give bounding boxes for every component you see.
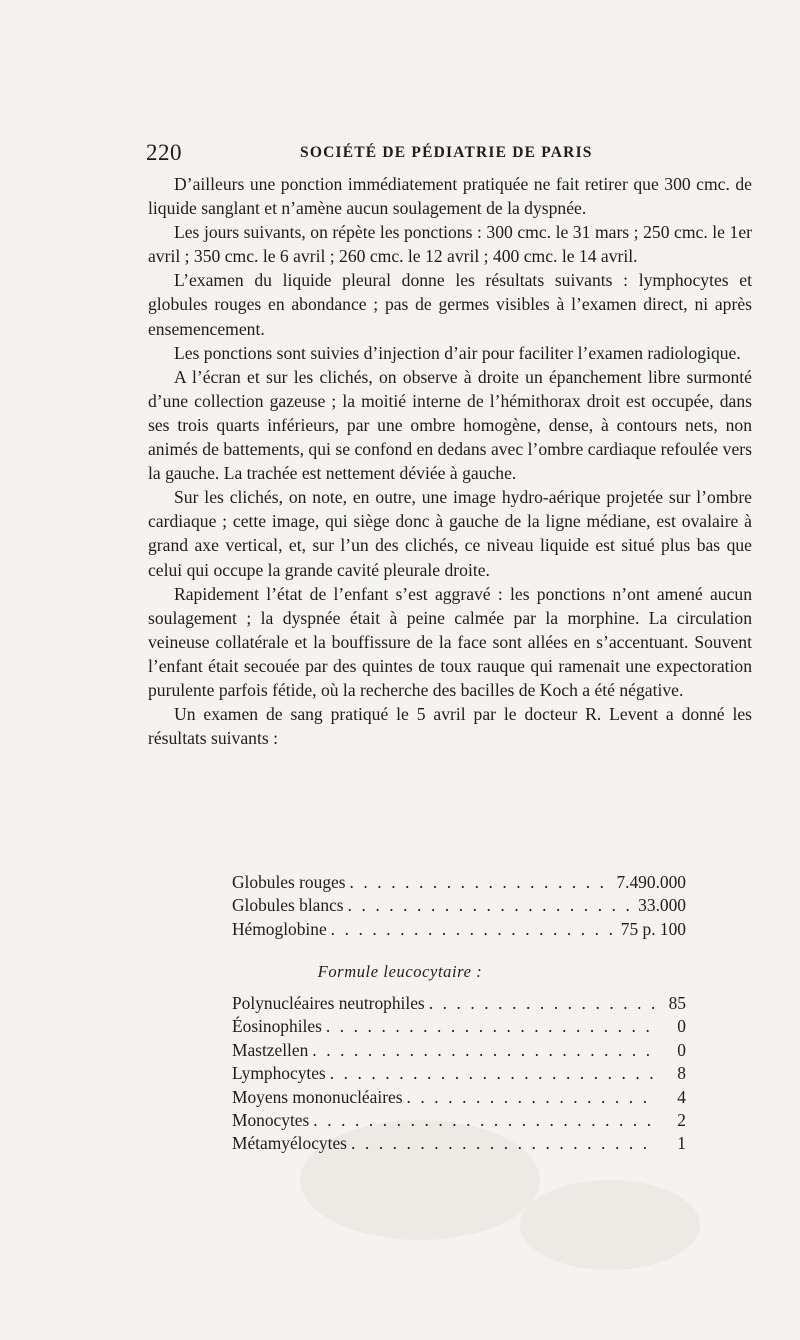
row-value: 0 [677,1039,686,1060]
row-value: 7.490.000 [616,872,686,892]
leader-dots [322,1015,656,1038]
running-head [146,140,754,174]
row-label: Moyens mononucléaires [232,1086,403,1107]
leader-dots [346,871,611,894]
row-label: Mastzellen [232,1039,309,1060]
leader-dots [344,894,633,917]
row-value: 8 [677,1063,686,1084]
formula-row [232,1039,686,1062]
journal-title: SOCIÉTÉ DE PÉDIATRIE DE PARIS [300,144,593,161]
leucocyte-formula-table [232,992,686,1156]
formula-row [232,1132,686,1155]
row-label: Monocytes [232,1110,310,1131]
leader-dots [309,1109,656,1132]
row-label: Polynucléaires neutrophiles [232,993,425,1013]
paragraph: Rapidement l’état de l’enfant s’est aggravé : les ponctions n’ont amené aucun soulagement ; la dyspnée était à peine calmée par la morphine. La circulation veineuse collatérale et la bouffissure de la face sont allées en s’accentuant. Souvent l’enfant était secouée par des quintes de toux rauque qui ramenait une expectoration purulente parfois fétide, où la recherche des bacilles de Koch a été négative. [148,583,752,700]
formula-title: Formule leucocytaire : [317,962,483,981]
leader-dots [326,1062,656,1085]
paragraph: D’ailleurs une ponction immédiatement pratiquée ne fait retirer que 300 cmc. de liquide sanglant et n’amène aucun soulagement de la dyspnée. [148,174,752,219]
blood-count-row [232,871,686,894]
paragraph: Un examen de sang pratiqué le 5 avril par le docteur R. Levent a donné les résultats suivants : [148,704,752,749]
blood-count-table [232,871,686,941]
paragraph: Sur les clichés, on note, en outre, une image hydro-aérique projetée sur l’ombre cardiaque ; cette image, qui siège donc à gauche de la ligne médiane, est ovalaire à grand axe vertical, et, sur l’un des clichés, ce niveau liquide est situé plus bas que celui qui occupe la grande cavité pleurale droite. [148,487,752,580]
formula-row [232,1109,686,1132]
formula-row [232,1062,686,1085]
page-number: 220 [146,140,182,165]
row-label: Éosinophiles [232,1016,322,1037]
row-value: 0 [677,1016,686,1037]
blood-count-row [232,918,686,941]
body-text [148,172,752,750]
paragraph: Les jours suivants, on répète les ponctions : 300 cmc. le 31 mars ; 250 cmc. le 1er avril ; 350 cmc. le 6 avril ; 260 cmc. le 12 avril ; 400 cmc. le 14 avril. [148,222,752,267]
row-value: 75 p. 100 [620,918,686,939]
row-label: Métamyélocytes [232,1133,347,1154]
row-value: 4 [677,1086,686,1107]
row-label: Globules rouges [232,872,346,892]
leader-dots [347,1132,656,1155]
formula-row [232,992,686,1015]
leader-dots [308,1039,656,1062]
formula-row [232,1086,686,1109]
row-value: 1 [677,1133,686,1154]
leader-dots [402,1086,656,1109]
row-label: Hémoglobine [232,918,327,939]
formula-row [232,1015,686,1038]
row-label: Globules blancs [232,895,344,916]
leader-dots [425,992,656,1015]
paragraph: A l’écran et sur les clichés, on observe à droite un épanchement libre surmonté d’une collection gazeuse ; la moitié interne de l’hémithorax droit est occupée, dans ses trois quarts inférieurs, par une ombre homogène, dense, à contours nets, non animés de battements, qui se confond en dedans avec l’ombre cardiaque refoulée vers la gauche. La trachée est nettement déviée à gauche. [148,366,752,484]
row-value: 85 [668,993,686,1013]
paper-stain [520,1180,700,1270]
row-label: Lymphocytes [232,1063,326,1084]
blood-count-row [232,894,686,917]
row-value: 2 [677,1110,686,1131]
paragraph: Les ponctions sont suivies d’injection d’air pour faciliter l’examen radiologique. [174,342,741,363]
leader-dots [327,918,615,941]
paragraph: L’examen du liquide pleural donne les résultats suivants : lymphocytes et globules rouges en abondance ; pas de germes visibles à l’examen direct, ni après ensemencement. [148,270,752,339]
row-value: 33.000 [638,895,686,916]
